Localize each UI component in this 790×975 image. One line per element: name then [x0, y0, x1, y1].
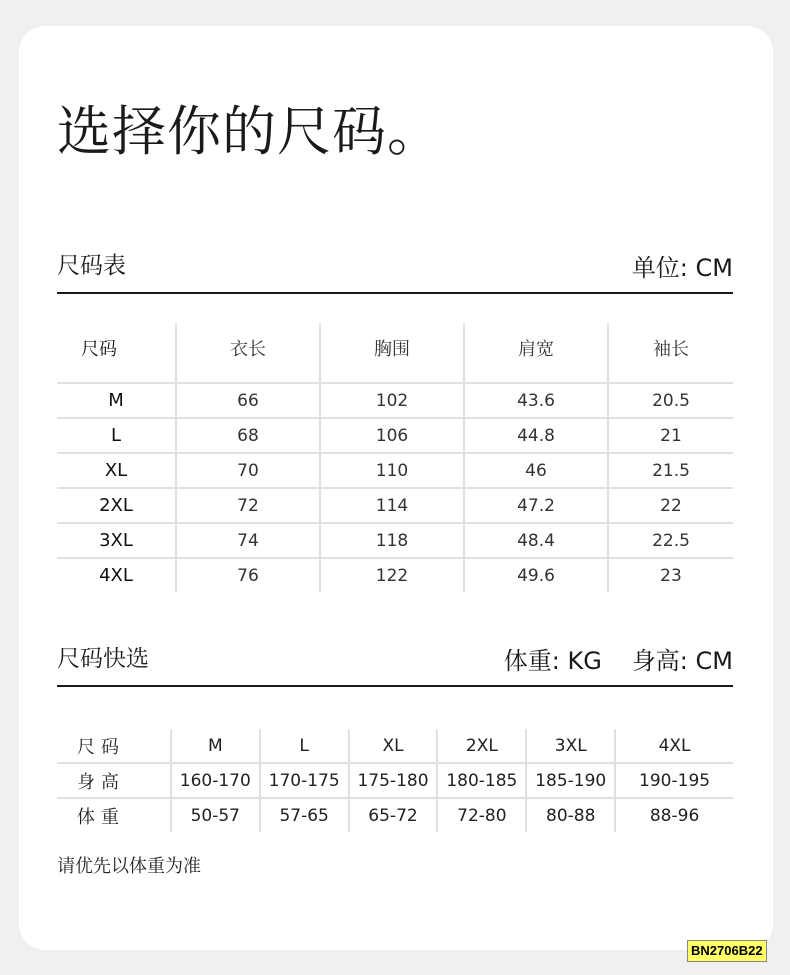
table-cell: 80-88: [525, 799, 614, 832]
row-label: 身高: [77, 771, 125, 793]
table-cell: 49.6: [463, 559, 607, 592]
table-row: [57, 454, 733, 489]
priority-note: 请优先以体重为准: [57, 856, 201, 877]
size-cell: L: [110, 425, 122, 446]
page-title: 选择你的尺码。: [57, 100, 442, 163]
quick-select-units: [504, 641, 733, 681]
table-row: [57, 524, 733, 559]
table-cell: 122: [319, 559, 463, 592]
table-cell: 88-96: [614, 799, 733, 832]
table-cell: XL: [348, 729, 437, 762]
table-cell: 180-185: [436, 764, 525, 797]
row-label: 体重: [77, 806, 125, 828]
table-cell: 72-80: [436, 799, 525, 832]
table-cell: 43.6: [463, 384, 607, 417]
table-cell: 44.8: [463, 419, 607, 452]
table-cell: 47.2: [463, 489, 607, 522]
column-header: 尺码: [81, 339, 117, 360]
quick-select-table: [57, 729, 733, 832]
table-cell: 170-175: [259, 764, 348, 797]
table-cell: 50-57: [170, 799, 259, 832]
height-unit: 身高: CM: [631, 647, 733, 675]
table-cell: 66: [175, 384, 319, 417]
table-cell: 76: [175, 559, 319, 592]
table-cell: 21.5: [607, 454, 733, 487]
table-cell: 114: [319, 489, 463, 522]
table-cell: 118: [319, 524, 463, 557]
quick-select-heading: 尺码快选: [57, 646, 149, 672]
weight-unit: 体重: KG: [503, 647, 602, 675]
row-label: 尺码: [77, 736, 125, 758]
table-cell: 102: [319, 384, 463, 417]
table-cell: 68: [175, 419, 319, 452]
table-cell: 22.5: [607, 524, 733, 557]
table-cell: 57-65: [259, 799, 348, 832]
table-row: [57, 419, 733, 454]
table-cell: 3XL: [525, 729, 614, 762]
table-cell: 23: [607, 559, 733, 592]
table-row: [57, 764, 733, 799]
size-cell: XL: [104, 460, 128, 481]
size-cell: 2XL: [99, 495, 133, 516]
table-cell: 65-72: [348, 799, 437, 832]
table-cell: 4XL: [614, 729, 733, 762]
table-row: [57, 799, 733, 832]
column-header: 胸围: [319, 323, 463, 382]
size-chart-header-row: [57, 323, 733, 384]
table-cell: 160-170: [170, 764, 259, 797]
table-cell: 106: [319, 419, 463, 452]
table-cell: 48.4: [463, 524, 607, 557]
size-cell: 4XL: [99, 565, 133, 586]
size-cell: M: [108, 390, 124, 411]
size-cell: 3XL: [99, 530, 133, 551]
size-chart-heading: 尺码表: [57, 253, 126, 279]
table-cell: 72: [175, 489, 319, 522]
column-header: 衣长: [175, 323, 319, 382]
column-header: 袖长: [607, 323, 733, 382]
quick-select-header: [57, 639, 733, 687]
column-header: 肩宽: [463, 323, 607, 382]
table-cell: M: [170, 729, 259, 762]
table-cell: 22: [607, 489, 733, 522]
size-chart-unit: 单位: CM: [631, 254, 733, 282]
table-cell: 190-195: [614, 764, 733, 797]
table-cell: 2XL: [436, 729, 525, 762]
table-cell: 175-180: [348, 764, 437, 797]
table-row: [57, 384, 733, 419]
table-cell: 21: [607, 419, 733, 452]
table-cell: 46: [463, 454, 607, 487]
table-cell: 110: [319, 454, 463, 487]
size-chart-table: [57, 323, 733, 592]
table-row: [57, 729, 733, 764]
table-cell: 185-190: [525, 764, 614, 797]
table-cell: 20.5: [607, 384, 733, 417]
table-row: [57, 489, 733, 524]
table-cell: 74: [175, 524, 319, 557]
table-row: [57, 559, 733, 592]
product-code-badge: BN2706B22: [687, 940, 767, 962]
size-chart-header: [57, 246, 733, 294]
table-cell: 70: [175, 454, 319, 487]
table-cell: L: [259, 729, 348, 762]
